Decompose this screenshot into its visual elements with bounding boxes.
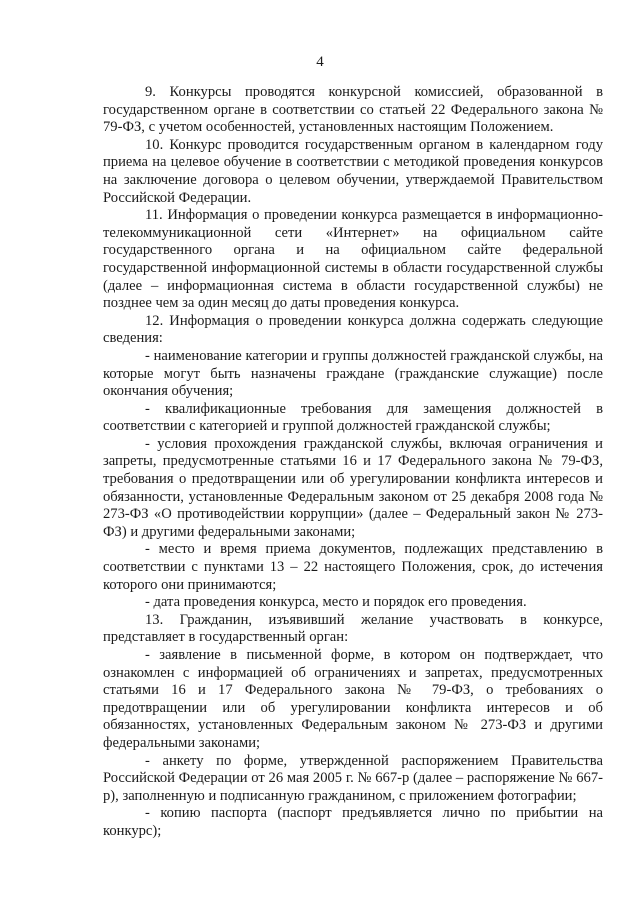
list-item: - место и время приема документов, подлежащих представлению в соответствии с пунктами 13 – 22 настоящего Положения, срок, до истечения которого они принимаются; (103, 541, 603, 593)
paragraph-12: 12. Информация о проведении конкурса должна содержать следующие сведения: (103, 312, 603, 347)
document-body (103, 84, 603, 841)
paragraph-11: 11. Информация о проведении конкурса размещается в информационно-телекоммуникационной сети «Интернет» на официальном сайте государственного органа и на официальном сайте федеральной государственной информационной системы в области государственной службы (далее – информационная система в области государственной службы) не позднее чем за один месяц до даты проведения конкурса. (103, 207, 603, 312)
list-item: - наименование категории и группы должностей гражданской службы, на которые могут быть назначены граждане (гражданские служащие) после окончания обучения; (103, 347, 603, 400)
page-number: 4 (316, 54, 324, 70)
list-item: - квалификационные требования для замещения должностей в соответствии с категорией и группой должностей гражданской службы; (103, 400, 603, 435)
paragraph-13: 13. Гражданин, изъявивший желание участвовать в конкурсе, представляет в государственный орган: (103, 611, 603, 646)
list-item: - дата проведения конкурса, место и порядок его проведения. (145, 594, 527, 611)
list-item: - анкету по форме, утвержденной распоряжением Правительства Российской Федерации от 26 мая 2005 г. № 667-р (далее – распоряжение № 667-р), заполненную и подписанную гражданином, с приложением фотографии; (103, 752, 603, 804)
list-item: - копию паспорта (паспорт предъявляется лично по прибытии на конкурс); (103, 805, 603, 839)
paragraph-10: 10. Конкурс проводится государственным органом в календарном году приема на целевое обучение в соответствии с методикой проведения конкурсов на заключение договора о целевом обучении, утверждаемой Правительством Российской Федерации. (103, 136, 603, 206)
paragraph-9: 9. Конкурсы проводятся конкурсной комиссией, образованной в государственном органе в соответствии со статьей 22 Федерального закона № 79-ФЗ, с учетом особенностей, установленных настоящим Положением. (103, 84, 603, 136)
list-item: - заявление в письменной форме, в котором он подтверждает, что ознакомлен с информацией об ограничениях и запретах, предусмотренных статьями 16 и 17 Федерального закона № 79-ФЗ, о требованиях о предотвращении или об урегулировании конфликта интересов и об обязанностях, установленных Федеральным законом № 273-ФЗ и другими федеральными законами; (103, 647, 603, 751)
list-item: - условия прохождения гражданской службы, включая ограничения и запреты, предусмотренные статьями 16 и 17 Федерального закона № 79-ФЗ, требования о предотвращении или об урегулировании конфликта интересов и обязанности, установленные Федеральным законом от 25 декабря 2008 года № 273-ФЗ «О противодействии коррупции» (далее – Федеральный закон № 273-ФЗ) и другими федеральными законами; (103, 435, 603, 540)
